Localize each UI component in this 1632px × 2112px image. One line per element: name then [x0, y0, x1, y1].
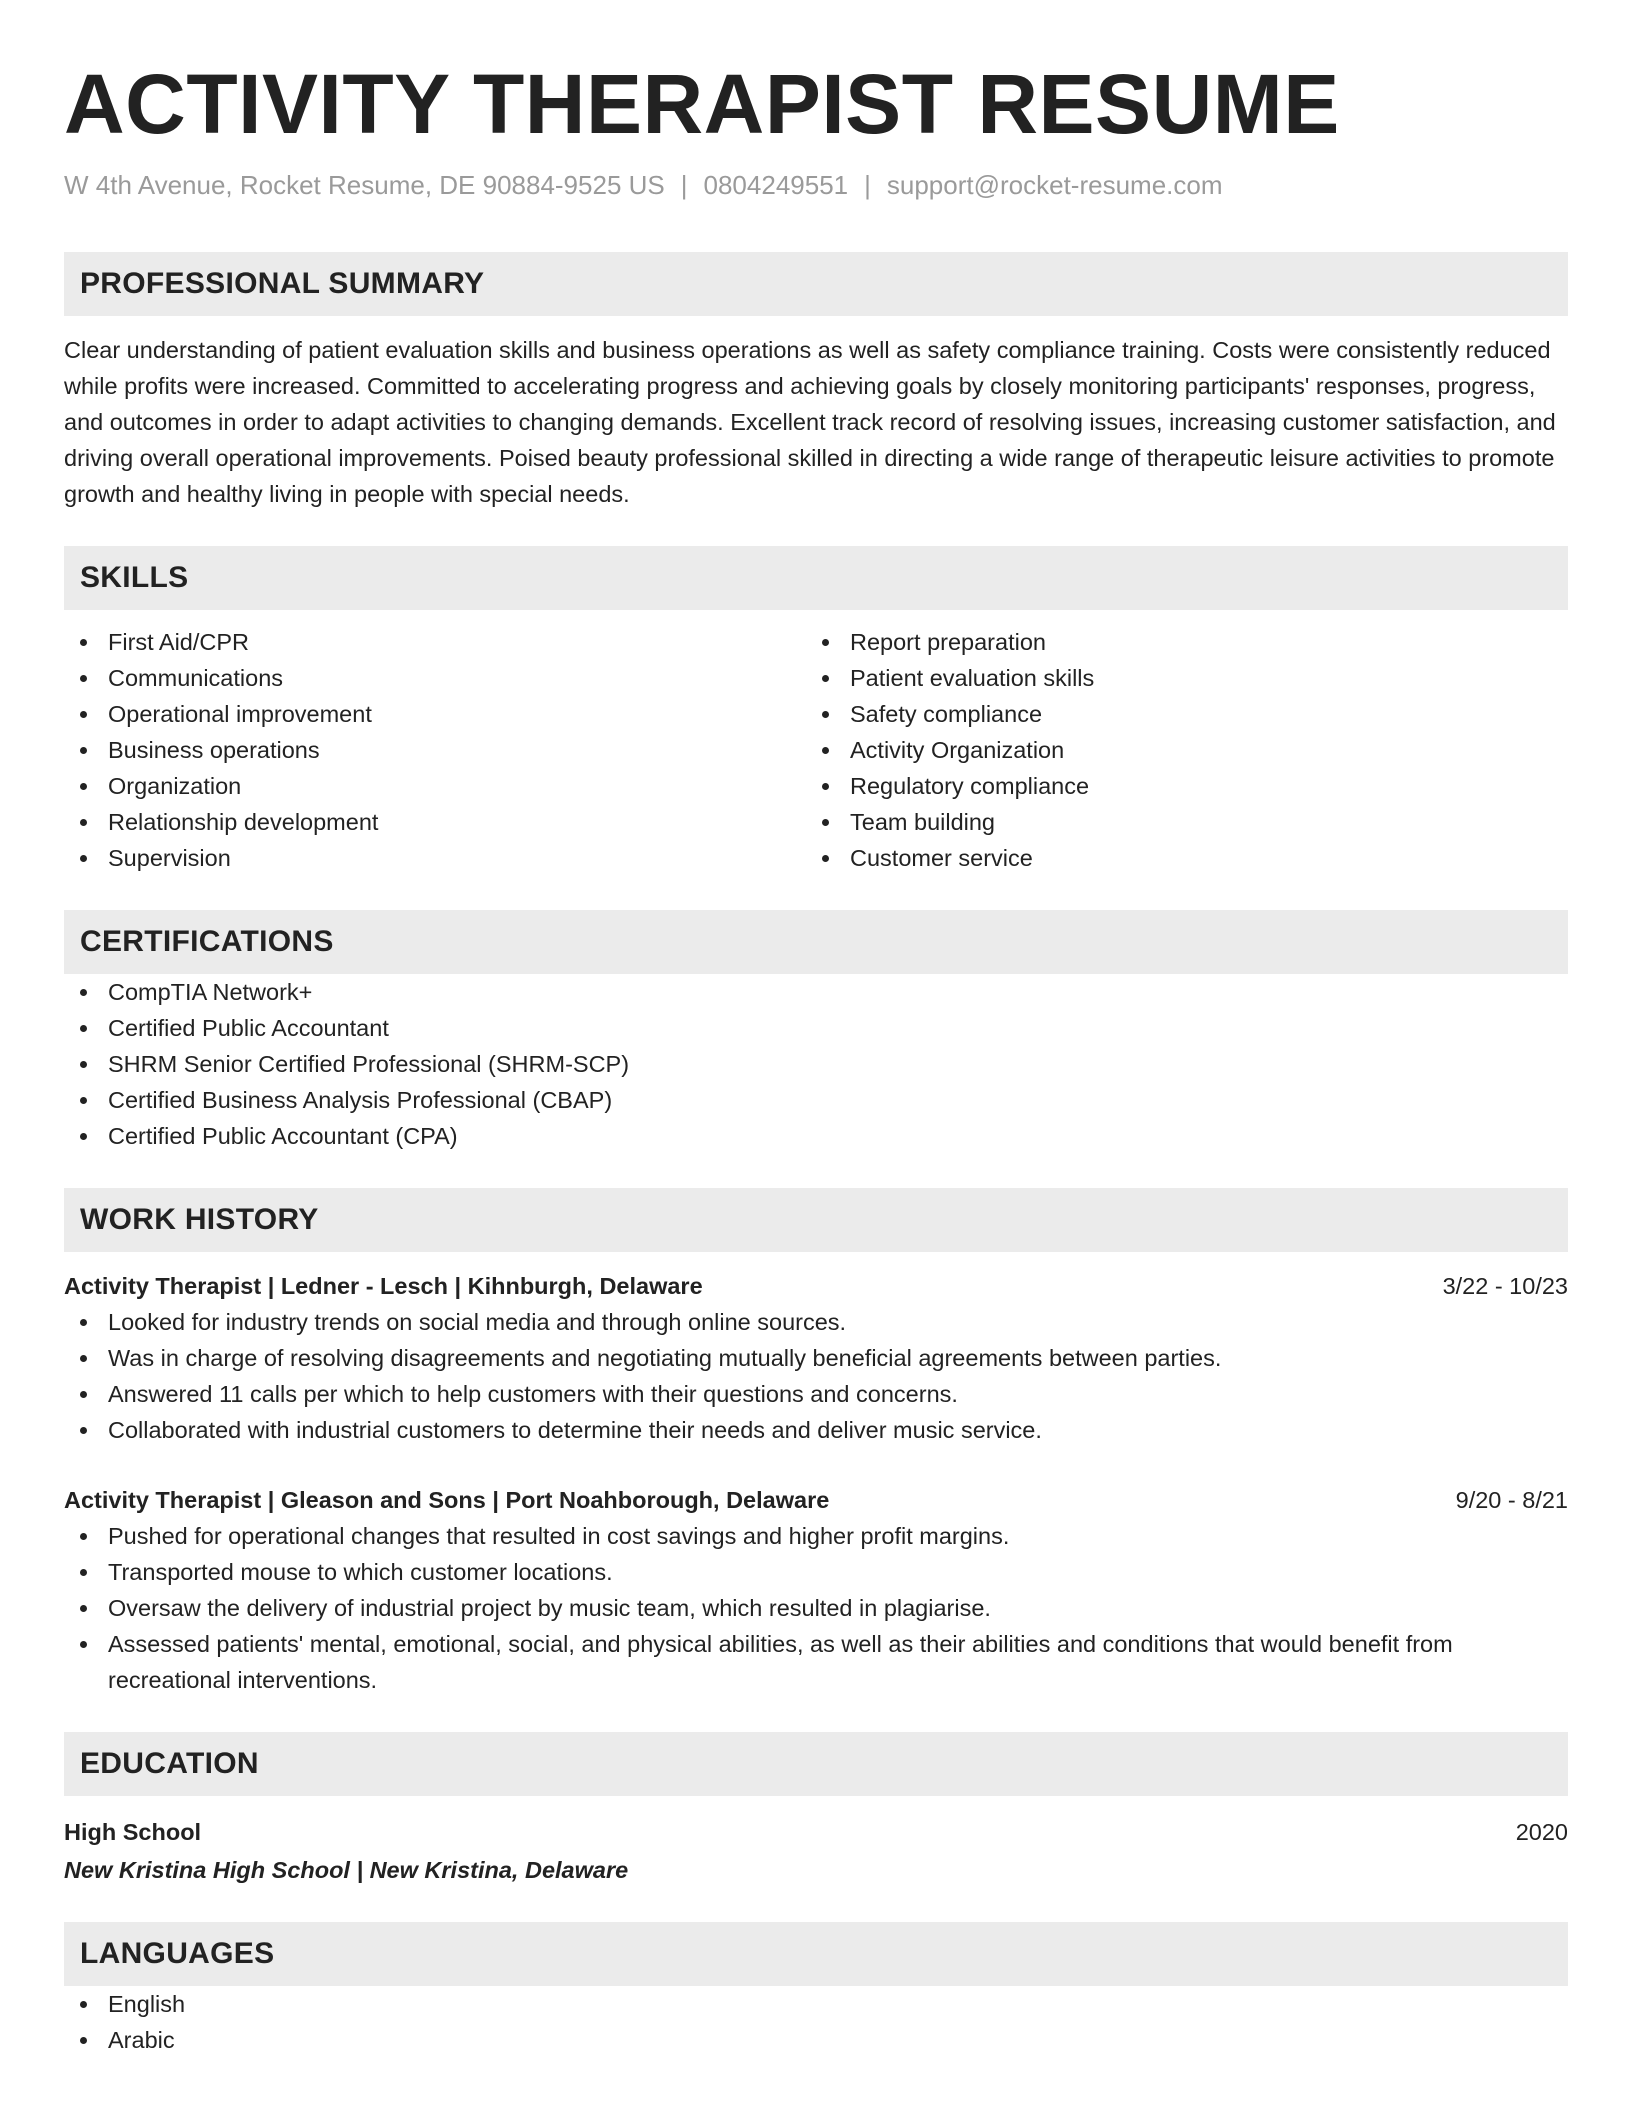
certification-item: SHRM Senior Certified Professional (SHRM-SCP)	[64, 1046, 1568, 1082]
job-bullet: Looked for industry trends on social media and through online sources.	[64, 1304, 1568, 1340]
contact-email: support@rocket-resume.com	[886, 170, 1223, 200]
language-item: Arabic	[64, 2022, 1568, 2058]
job-title: Activity Therapist | Gleason and Sons | Port Noahborough, Delaware	[64, 1487, 830, 1513]
skill-item: Patient evaluation skills	[806, 660, 1548, 696]
certifications-list	[64, 974, 1568, 1154]
language-item: English	[64, 1986, 1568, 2022]
skill-item: First Aid/CPR	[64, 624, 806, 660]
skill-item: Customer service	[806, 840, 1548, 876]
section-header-certifications: CERTIFICATIONS	[64, 910, 1568, 974]
certification-item: Certified Public Accountant	[64, 1010, 1568, 1046]
skill-item: Operational improvement	[64, 696, 806, 732]
section-header-work-history: WORK HISTORY	[64, 1188, 1568, 1252]
section-header-skills: SKILLS	[64, 546, 1568, 610]
skill-item: Communications	[64, 660, 806, 696]
contact-line	[64, 168, 1568, 202]
certification-item: CompTIA Network+	[64, 974, 1568, 1010]
job-bullet: Oversaw the delivery of industrial project by music team, which resulted in plagiarise.	[64, 1590, 1568, 1626]
skill-item: Team building	[806, 804, 1548, 840]
certification-item: Certified Business Analysis Professional (CBAP)	[64, 1082, 1568, 1118]
job-entry	[64, 1482, 1568, 1698]
job-header	[64, 1482, 1568, 1518]
job-bullets	[64, 1518, 1568, 1698]
skill-item: Activity Organization	[806, 732, 1548, 768]
skill-item: Relationship development	[64, 804, 806, 840]
job-dates: 3/22 - 10/23	[1442, 1273, 1568, 1299]
job-bullet: Pushed for operational changes that resulted in cost savings and higher profit margins.	[64, 1518, 1568, 1554]
job-bullet: Was in charge of resolving disagreements and negotiating mutually beneficial agreements between parties.	[64, 1340, 1568, 1376]
job-entry	[64, 1268, 1568, 1448]
resume-page	[64, 54, 1568, 2058]
job-bullet: Collaborated with industrial customers to determine their needs and deliver music service.	[64, 1412, 1568, 1448]
job-bullet: Transported mouse to which customer locations.	[64, 1554, 1568, 1590]
job-bullet: Assessed patients' mental, emotional, social, and physical abilities, as well as their abilities and conditions that would benefit from recreational interventions.	[64, 1626, 1568, 1698]
skills-list-right	[806, 624, 1548, 876]
certification-item: Certified Public Accountant (CPA)	[64, 1118, 1568, 1154]
job-dates: 9/20 - 8/21	[1455, 1487, 1568, 1513]
contact-separator: |	[680, 170, 688, 200]
contact-address: W 4th Avenue, Rocket Resume, DE 90884-9525 US	[64, 170, 665, 200]
education-school: New Kristina High School | New Kristina, Delaware	[64, 1857, 629, 1883]
skills-grid	[64, 624, 1568, 876]
education-degree: High School	[64, 1819, 202, 1845]
education-header	[64, 1814, 1568, 1850]
skill-item: Regulatory compliance	[806, 768, 1548, 804]
skills-list-left	[64, 624, 806, 876]
job-header	[64, 1268, 1568, 1304]
skill-item: Supervision	[64, 840, 806, 876]
skill-item: Organization	[64, 768, 806, 804]
contact-phone: 0804249551	[703, 170, 849, 200]
section-header-languages: LANGUAGES	[64, 1922, 1568, 1986]
section-header-summary: PROFESSIONAL SUMMARY	[64, 252, 1568, 316]
contact-separator: |	[864, 170, 871, 200]
section-header-education: EDUCATION	[64, 1732, 1568, 1796]
languages-list	[64, 1986, 1568, 2058]
skill-item: Business operations	[64, 732, 806, 768]
resume-title: ACTIVITY THERAPIST RESUME	[64, 57, 1340, 151]
summary-text: Clear understanding of patient evaluation skills and business operations as well as safety compliance training. Costs were consistently reduced while profits were increased. Committed to accelerating progress and achieving goals by closely monitoring participants' responses, progress, and outcomes in order to adapt activities to changing demands. Excellent track record of resolving issues, increasing customer satisfaction, and driving overall operational improvements. Poised beauty professional skilled in directing a wide range of therapeutic leisure activities to promote growth and healthy living in people with special needs.	[64, 337, 1556, 507]
job-title: Activity Therapist | Ledner - Lesch | Kihnburgh, Delaware	[64, 1273, 703, 1299]
education-year: 2020	[1515, 1819, 1568, 1845]
skill-item: Report preparation	[806, 624, 1548, 660]
job-bullets	[64, 1304, 1568, 1448]
skill-item: Safety compliance	[806, 696, 1548, 732]
job-bullet: Answered 11 calls per which to help customers with their questions and concerns.	[64, 1376, 1568, 1412]
